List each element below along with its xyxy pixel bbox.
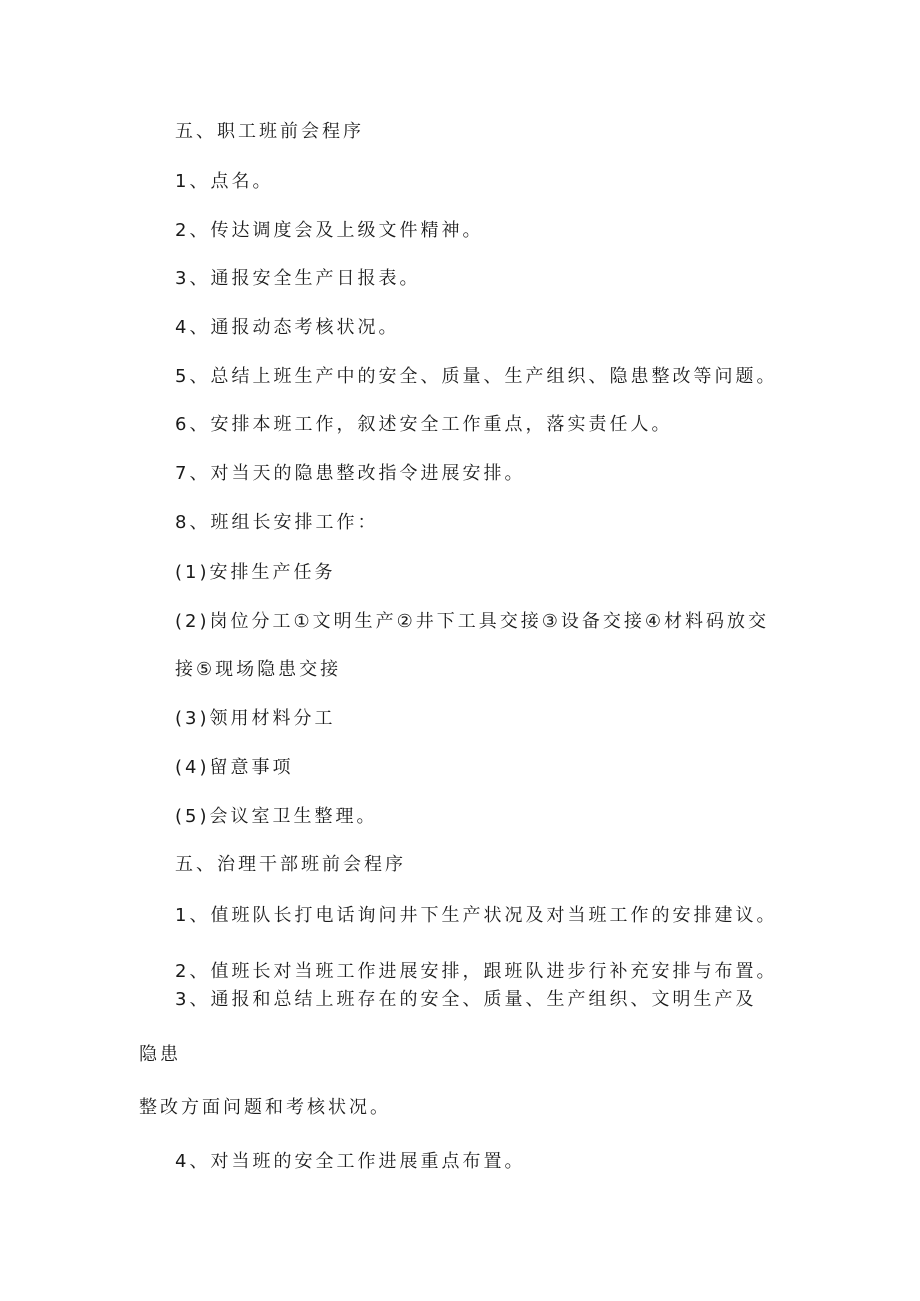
paragraph-line: 8、班组长安排工作： <box>175 512 379 533</box>
paragraph-line: (2)岗位分工①文明生产②井下工具交接③设备交接④材料码放交 <box>175 611 770 632</box>
paragraph-line: (5)会议室卫生整理。 <box>175 806 378 827</box>
paragraph-line: (4)留意事项 <box>175 757 294 778</box>
paragraph-line: (1)安排生产任务 <box>175 562 336 583</box>
paragraph-line: 5、总结上班生产中的安全、质量、生产组织、隐患整改等问题。 <box>175 366 778 387</box>
paragraph-line: 2、传达调度会及上级文件精神。 <box>175 220 484 241</box>
section-heading-worker-meeting: 五、职工班前会程序 <box>175 121 364 142</box>
paragraph-line: 隐患 <box>139 1044 181 1065</box>
paragraph-line: 7、对当天的隐患整改指令进展安排。 <box>175 463 526 484</box>
paragraph-line: 整改方面问题和考核状况。 <box>139 1097 391 1118</box>
section-heading-manager-meeting: 五、治理干部班前会程序 <box>175 854 406 875</box>
paragraph-line: 接⑤现场隐患交接 <box>175 659 342 680</box>
paragraph-line: 3、通报安全生产日报表。 <box>175 268 421 289</box>
paragraph-line: 1、值班队长打电话询问井下生产状况及对当班工作的安排建议。 <box>175 905 778 926</box>
paragraph-line: (3)领用材料分工 <box>175 708 336 729</box>
paragraph-line: 2、值班长对当班工作进展安排，跟班队进步行补充安排与布置。 <box>175 961 778 982</box>
paragraph-line: 3、通报和总结上班存在的安全、质量、生产组织、文明生产及 <box>175 989 757 1010</box>
paragraph-line: 4、通报动态考核状况。 <box>175 317 400 338</box>
paragraph-line: 4、对当班的安全工作进展重点布置。 <box>175 1151 526 1172</box>
paragraph-line: 1、点名。 <box>175 171 274 192</box>
paragraph-line: 6、安排本班工作，叙述安全工作重点，落实责任人。 <box>175 414 673 435</box>
